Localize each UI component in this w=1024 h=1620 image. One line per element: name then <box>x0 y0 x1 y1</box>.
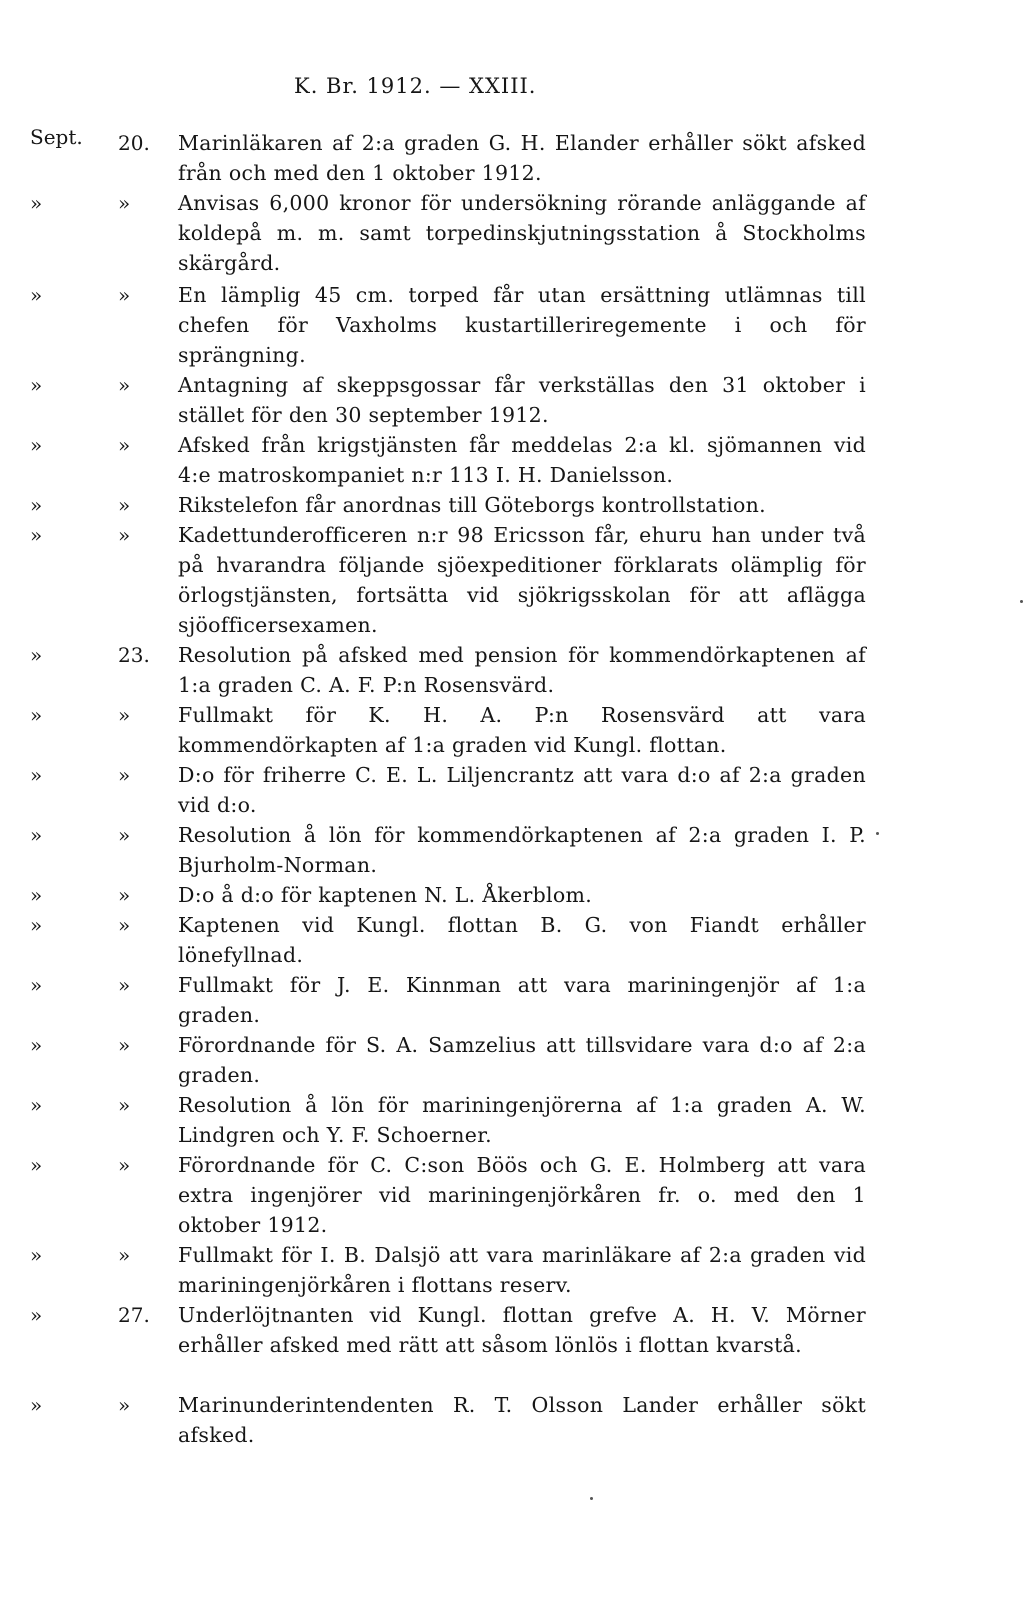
entry-month: » <box>30 1093 43 1117</box>
entry-text: En lämplig 45 cm. torped får utan ersättning utlämnas till chefen för Vaxholms kustartilleriregemente i och för sprängning. <box>178 283 866 367</box>
entry-day: » <box>118 1093 131 1117</box>
entry-month: » <box>30 973 43 997</box>
scan-speck <box>1020 600 1023 603</box>
entry-day: » <box>118 1393 131 1417</box>
entry-month: » <box>30 1303 43 1327</box>
entry-day: » <box>118 823 131 847</box>
entry-month: » <box>30 643 43 667</box>
entry-text: Resolution på afsked med pension för kommendörkaptenen af 1:a graden C. A. F. P:n Rosensvärd. <box>178 643 866 697</box>
entry-day: » <box>118 191 131 215</box>
entry-day: » <box>118 1033 131 1057</box>
entry-month: » <box>30 703 43 727</box>
entry-month: » <box>30 823 43 847</box>
entry-text: Underlöjtnanten vid Kungl. flottan grefve A. H. V. Mörner erhåller afsked med rätt att såsom lönlös i flottan kvarstå. <box>178 1303 866 1357</box>
entry-month: » <box>30 913 43 937</box>
entry-text: D:o å d:o för kaptenen N. L. Åkerblom. <box>178 883 593 907</box>
entry-month: » <box>30 283 43 307</box>
entry-month: » <box>30 763 43 787</box>
entry-text: Rikstelefon får anordnas till Göteborgs kontrollstation. <box>178 493 766 517</box>
entry-month: » <box>30 433 43 457</box>
entry-day: » <box>118 283 131 307</box>
entry-text: Fullmakt för K. H. A. P:n Rosensvärd att vara kommendörkapten af 1:a graden vid Kungl. flottan. <box>178 703 866 757</box>
entry-day: » <box>118 433 131 457</box>
entry-day: » <box>118 883 131 907</box>
entry-day: » <box>118 523 131 547</box>
entry-text: Fullmakt för I. B. Dalsjö att vara marinläkare af 2:a graden vid mariningenjörkåren i flottans reserv. <box>178 1243 866 1297</box>
entry-month: » <box>30 373 43 397</box>
entry-month: » <box>30 883 43 907</box>
entry-month: » <box>30 493 43 517</box>
entry-month: » <box>30 523 43 547</box>
entry-day: » <box>118 373 131 397</box>
scan-speck <box>876 832 879 835</box>
entry-text: Marinunderintendenten R. T. Olsson Lander erhåller sökt afsked. <box>178 1393 866 1447</box>
entry-text: Förordnande för C. C:son Böös och G. E. Holmberg att vara extra ingenjörer vid mariningenjörkåren fr. o. med den 1 oktober 1912. <box>178 1153 866 1237</box>
entry-text: Resolution å lön för kommendörkaptenen af 2:a graden I. P. Bjurholm-Norman. <box>178 823 866 877</box>
entry-month: » <box>30 1153 43 1177</box>
entry-day: » <box>118 763 131 787</box>
entry-day: 20. <box>118 131 150 155</box>
entry-text: Fullmakt för J. E. Kinnman att vara mariningenjör af 1:a graden. <box>178 973 866 1027</box>
entry-text: Antagning af skeppsgossar får verkställas den 31 oktober i stället för den 30 september 1912. <box>178 373 866 427</box>
entry-month: » <box>30 1033 43 1057</box>
page-header: K. Br. 1912. — XXIII. <box>294 74 537 98</box>
entry-day: 23. <box>118 643 150 667</box>
entry-day: » <box>118 703 131 727</box>
entry-month: » <box>30 1243 43 1267</box>
entry-month: » <box>30 1393 43 1417</box>
entry-text: Resolution å lön för mariningenjörerna af 1:a graden A. W. Lindgren och Y. F. Schoerner. <box>178 1093 866 1147</box>
entry-text: Förordnande för S. A. Samzelius att tillsvidare vara d:o af 2:a graden. <box>178 1033 866 1087</box>
entry-text: Anvisas 6,000 kronor för undersökning rörande anläggande af koldepå m. m. samt torpedinskjutningsstation å Stockholms skärgård. <box>178 191 866 275</box>
entry-day: » <box>118 913 131 937</box>
entry-text: Marinläkaren af 2:a graden G. H. Elander erhåller sökt afsked från och med den 1 oktober 1912. <box>178 131 866 185</box>
entry-day: » <box>118 973 131 997</box>
entry-text: D:o för friherre C. E. L. Liljencrantz att vara d:o af 2:a graden vid d:o. <box>178 763 866 817</box>
entry-day: 27. <box>118 1303 150 1327</box>
entry-month: Sept. <box>30 125 83 149</box>
entry-day: » <box>118 1243 131 1267</box>
entry-text: Afsked från krigstjänsten får meddelas 2:a kl. sjömannen vid 4:e matroskompaniet n:r 113 I. H. Danielsson. <box>178 433 866 487</box>
entry-text: Kadettunderofficeren n:r 98 Ericsson får, ehuru han under två på hvarandra följande sjöexpeditioner förklarats olämplig för örlogstjänsten, fortsätta vid sjökrigsskolan för att aflägga sjöofficersexamen. <box>178 523 866 637</box>
entry-day: » <box>118 1153 131 1177</box>
entry-month: » <box>30 191 43 215</box>
scan-speck <box>590 1497 593 1500</box>
entry-day: » <box>118 493 131 517</box>
entry-text: Kaptenen vid Kungl. flottan B. G. von Fiandt erhåller lönefyllnad. <box>178 913 866 967</box>
